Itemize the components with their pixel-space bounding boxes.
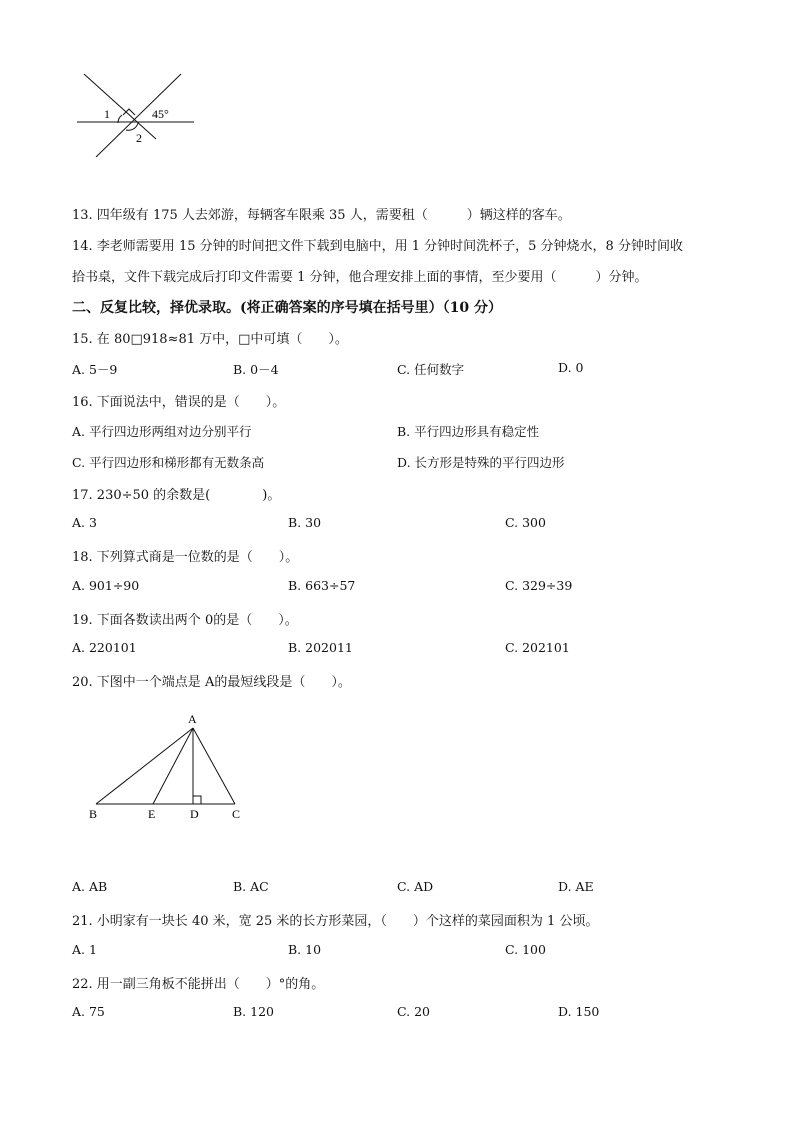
- label-45: 45°: [152, 107, 169, 121]
- question-16: 16. 下面说法中，错误的是（ ）。: [72, 395, 286, 410]
- triangle-figure: [80, 708, 260, 830]
- line-up-left: [84, 74, 156, 139]
- q21-option-c[interactable]: C. 100: [505, 942, 546, 957]
- label-2: 2: [136, 131, 142, 145]
- q18-option-c[interactable]: C. 329÷39: [505, 578, 573, 593]
- q17-option-c[interactable]: C. 300: [505, 515, 546, 530]
- angle-figure: [70, 66, 210, 166]
- q15-option-d[interactable]: D. 0: [558, 360, 584, 375]
- q19-option-b[interactable]: B. 202011: [288, 640, 353, 655]
- label-b: B: [89, 807, 98, 821]
- segment-ae: [153, 728, 193, 804]
- q16-option-a[interactable]: A. 平行四边形两组对边分别平行: [72, 424, 252, 439]
- q16-option-d[interactable]: D. 长方形是特殊的平行四边形: [397, 455, 565, 470]
- q22-option-c[interactable]: C. 20: [397, 1004, 430, 1019]
- q20-option-b[interactable]: B. AC: [233, 879, 269, 894]
- segment-ac: [193, 728, 235, 804]
- label-c: C: [232, 807, 241, 821]
- question-18: 18. 下列算式商是一位数的是（ ）。: [72, 550, 299, 565]
- question-13: 13. 四年级有 175 人去郊游，每辆客车限乘 35 人，需要租（ ）辆这样的客车。: [72, 208, 571, 223]
- q17-option-b[interactable]: B. 30: [288, 515, 322, 530]
- q18-option-b[interactable]: B. 663÷57: [288, 578, 356, 593]
- label-1: 1: [104, 107, 110, 121]
- q15-option-a[interactable]: A. 5－9: [72, 362, 118, 377]
- q20-option-c[interactable]: C. AD: [397, 879, 434, 894]
- q17-option-a[interactable]: A. 3: [72, 515, 97, 530]
- q22-option-a[interactable]: A. 75: [72, 1004, 105, 1019]
- q22-option-d[interactable]: D. 150: [558, 1004, 600, 1019]
- question-21: 21. 小明家有一块长 40 米，宽 25 米的长方形菜园，（ ）个这样的菜园面积为 1 公顷。: [72, 914, 599, 929]
- q18-option-a[interactable]: A. 901÷90: [72, 578, 140, 593]
- question-14-line1: 14. 李老师需要用 15 分钟的时间把文件下载到电脑中，用 1 分钟时间洗杯子，5 分钟烧水，8 分钟时间收: [72, 239, 683, 254]
- segment-ab: [96, 728, 193, 804]
- q15-option-b[interactable]: B. 0－4: [233, 362, 279, 377]
- q20-option-a[interactable]: A. AB: [72, 879, 108, 894]
- label-d: D: [190, 807, 199, 821]
- q22-option-b[interactable]: B. 120: [233, 1004, 274, 1019]
- question-20: 20. 下图中一个端点是 A的最短线段是（ ）。: [72, 675, 351, 690]
- q19-option-c[interactable]: C. 202101: [505, 640, 570, 655]
- right-angle-mark-d: [193, 796, 201, 804]
- section-2-heading: 二、反复比较，择优录取。(将正确答案的序号填在括号里）（10 分）: [72, 300, 502, 316]
- label-e: E: [148, 807, 156, 821]
- question-22: 22. 用一副三角板不能拼出（ ）°的角。: [72, 977, 325, 992]
- question-17: 17. 230÷50 的余数是( )。: [72, 488, 281, 503]
- q21-option-b[interactable]: B. 10: [288, 942, 322, 957]
- q21-option-a[interactable]: A. 1: [72, 942, 97, 957]
- question-19: 19. 下面各数读出两个 0的是（ ）。: [72, 613, 298, 628]
- q19-option-a[interactable]: A. 220101: [72, 640, 137, 655]
- q16-option-c[interactable]: C. 平行四边形和梯形都有无数条高: [72, 455, 265, 470]
- question-15: 15. 在 80□918≈81 万中，□中可填（ ）。: [72, 332, 348, 347]
- label-a: A: [188, 712, 197, 726]
- q15-option-c[interactable]: C. 任何数字: [397, 362, 465, 377]
- q20-option-d[interactable]: D. AE: [558, 879, 594, 894]
- q16-option-b[interactable]: B. 平行四边形具有稳定性: [397, 424, 540, 439]
- question-14-line2: 拾书桌，文件下载完成后打印文件需要 1 分钟，他合理安排上面的事情，至少要用（ ）分钟。: [72, 270, 648, 285]
